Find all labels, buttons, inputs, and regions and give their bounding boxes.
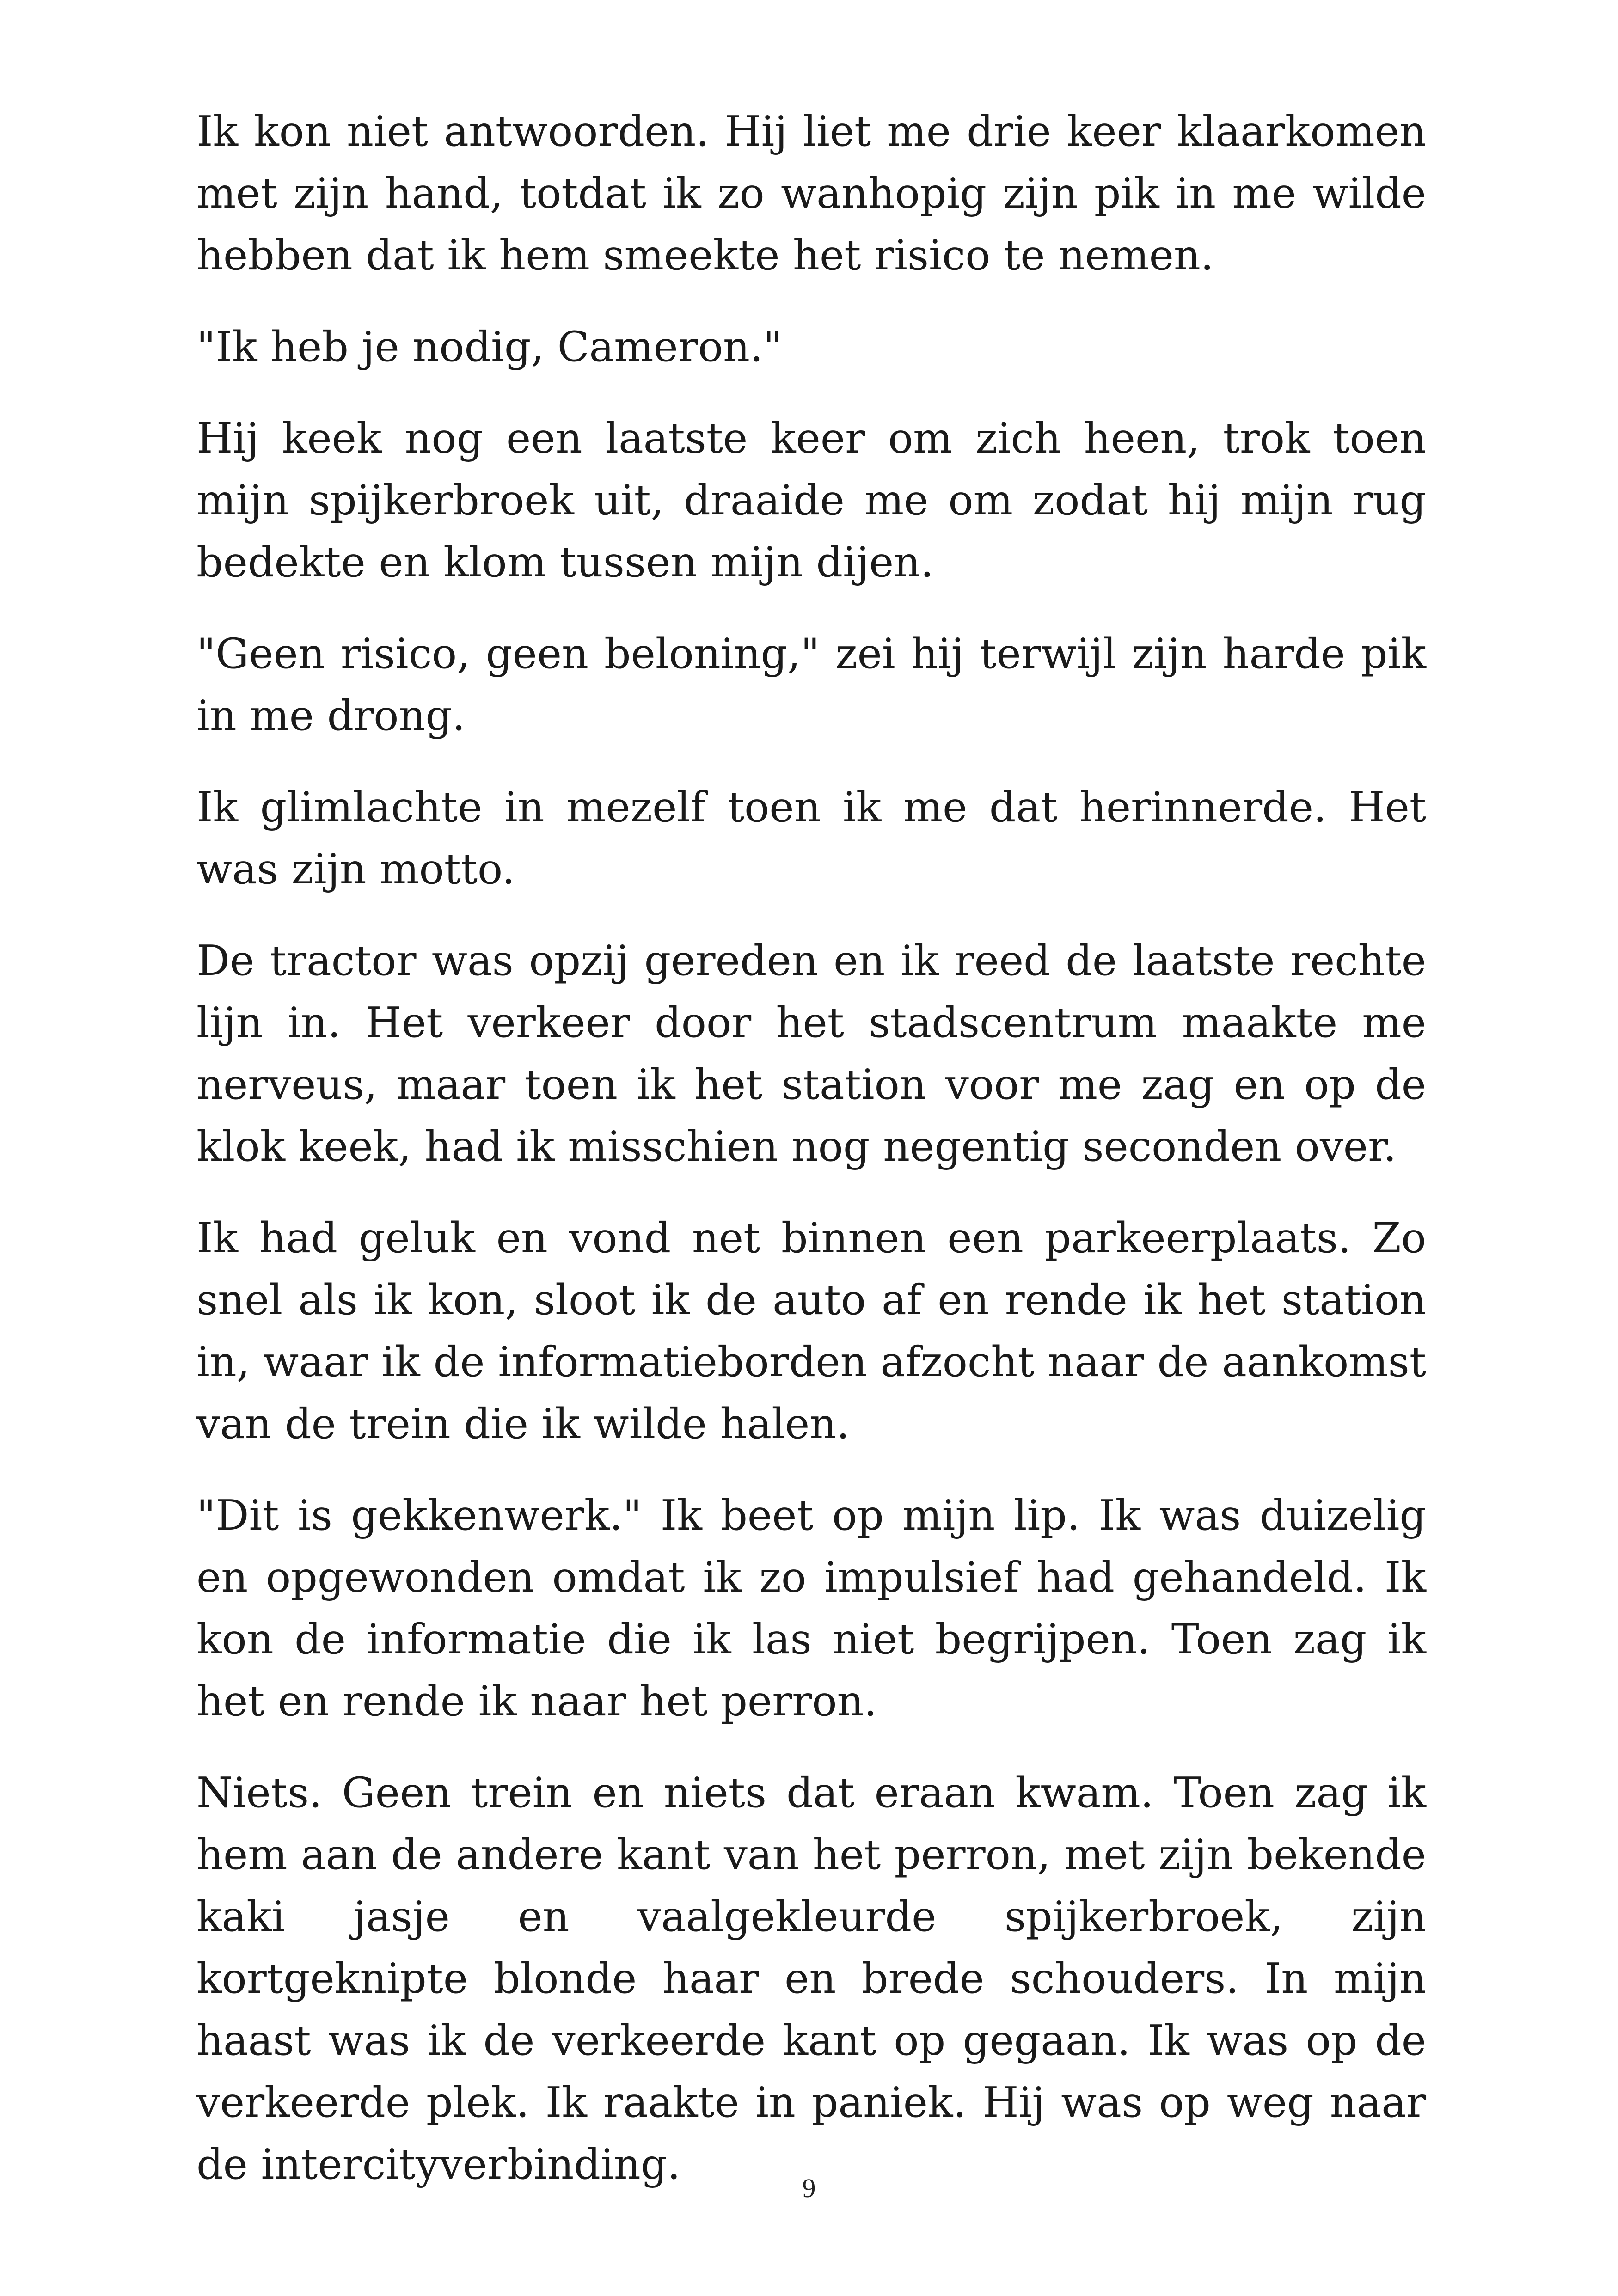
paragraph: Ik kon niet antwoorden. Hij liet me drie keer klaarkomen met zijn hand, totdat ik zo wanhopig zijn pik in me wilde hebben dat ik hem smeekte het risico te nemen. [196, 107, 1426, 280]
page-number: 9 [802, 2173, 816, 2203]
paragraph: Hij keek nog een laatste keer om zich heen, trok toen mijn spijkerbroek uit, draaide me om zodat hij mijn rug bedekte en klom tussen mijn dijen. [196, 414, 1426, 587]
paragraph: "Ik heb je nodig, Cameron." [196, 323, 782, 371]
paragraph: Ik glimlachte in mezelf toen ik me dat herinnerde. Het was zijn motto. [196, 783, 1426, 894]
paragraph: De tractor was opzij gereden en ik reed de laatste rechte lijn in. Het verkeer door het stadscentrum maakte me nerveus, maar toen ik het station voor me zag en op de klok keek, had ik misschien nog negentig seconden over. [196, 937, 1426, 1171]
body-text [196, 101, 1426, 2225]
paragraph: "Dit is gekkenwerk." Ik beet op mijn lip. Ik was duizelig en opgewonden omdat ik zo impulsief had gehandeld. Ik kon de informatie die ik las niet begrijpen. Toen zag ik het en rende ik naar het perron. [196, 1491, 1426, 1726]
paragraph: "Geen risico, geen beloning," zei hij terwijl zijn harde pik in me drong. [196, 630, 1426, 740]
paragraph: Niets. Geen trein en niets dat eraan kwam. Toen zag ik hem aan de andere kant van het perron, met zijn bekende kaki jasje en vaalgekleurde spijkerbroek, zijn kortgeknipte blonde haar en brede schouders. In mijn haast was ik de verkeerde kant op gegaan. Ik was op de verkeerde plek. Ik raakte in paniek. Hij was op weg naar de intercityverbinding. [196, 1769, 1426, 2189]
paragraph: Ik had geluk en vond net binnen een parkeerplaats. Zo snel als ik kon, sloot ik de auto af en rende ik het station in, waar ik de informatieborden afzocht naar de aankomst van de trein die ik wilde halen. [196, 1214, 1426, 1448]
